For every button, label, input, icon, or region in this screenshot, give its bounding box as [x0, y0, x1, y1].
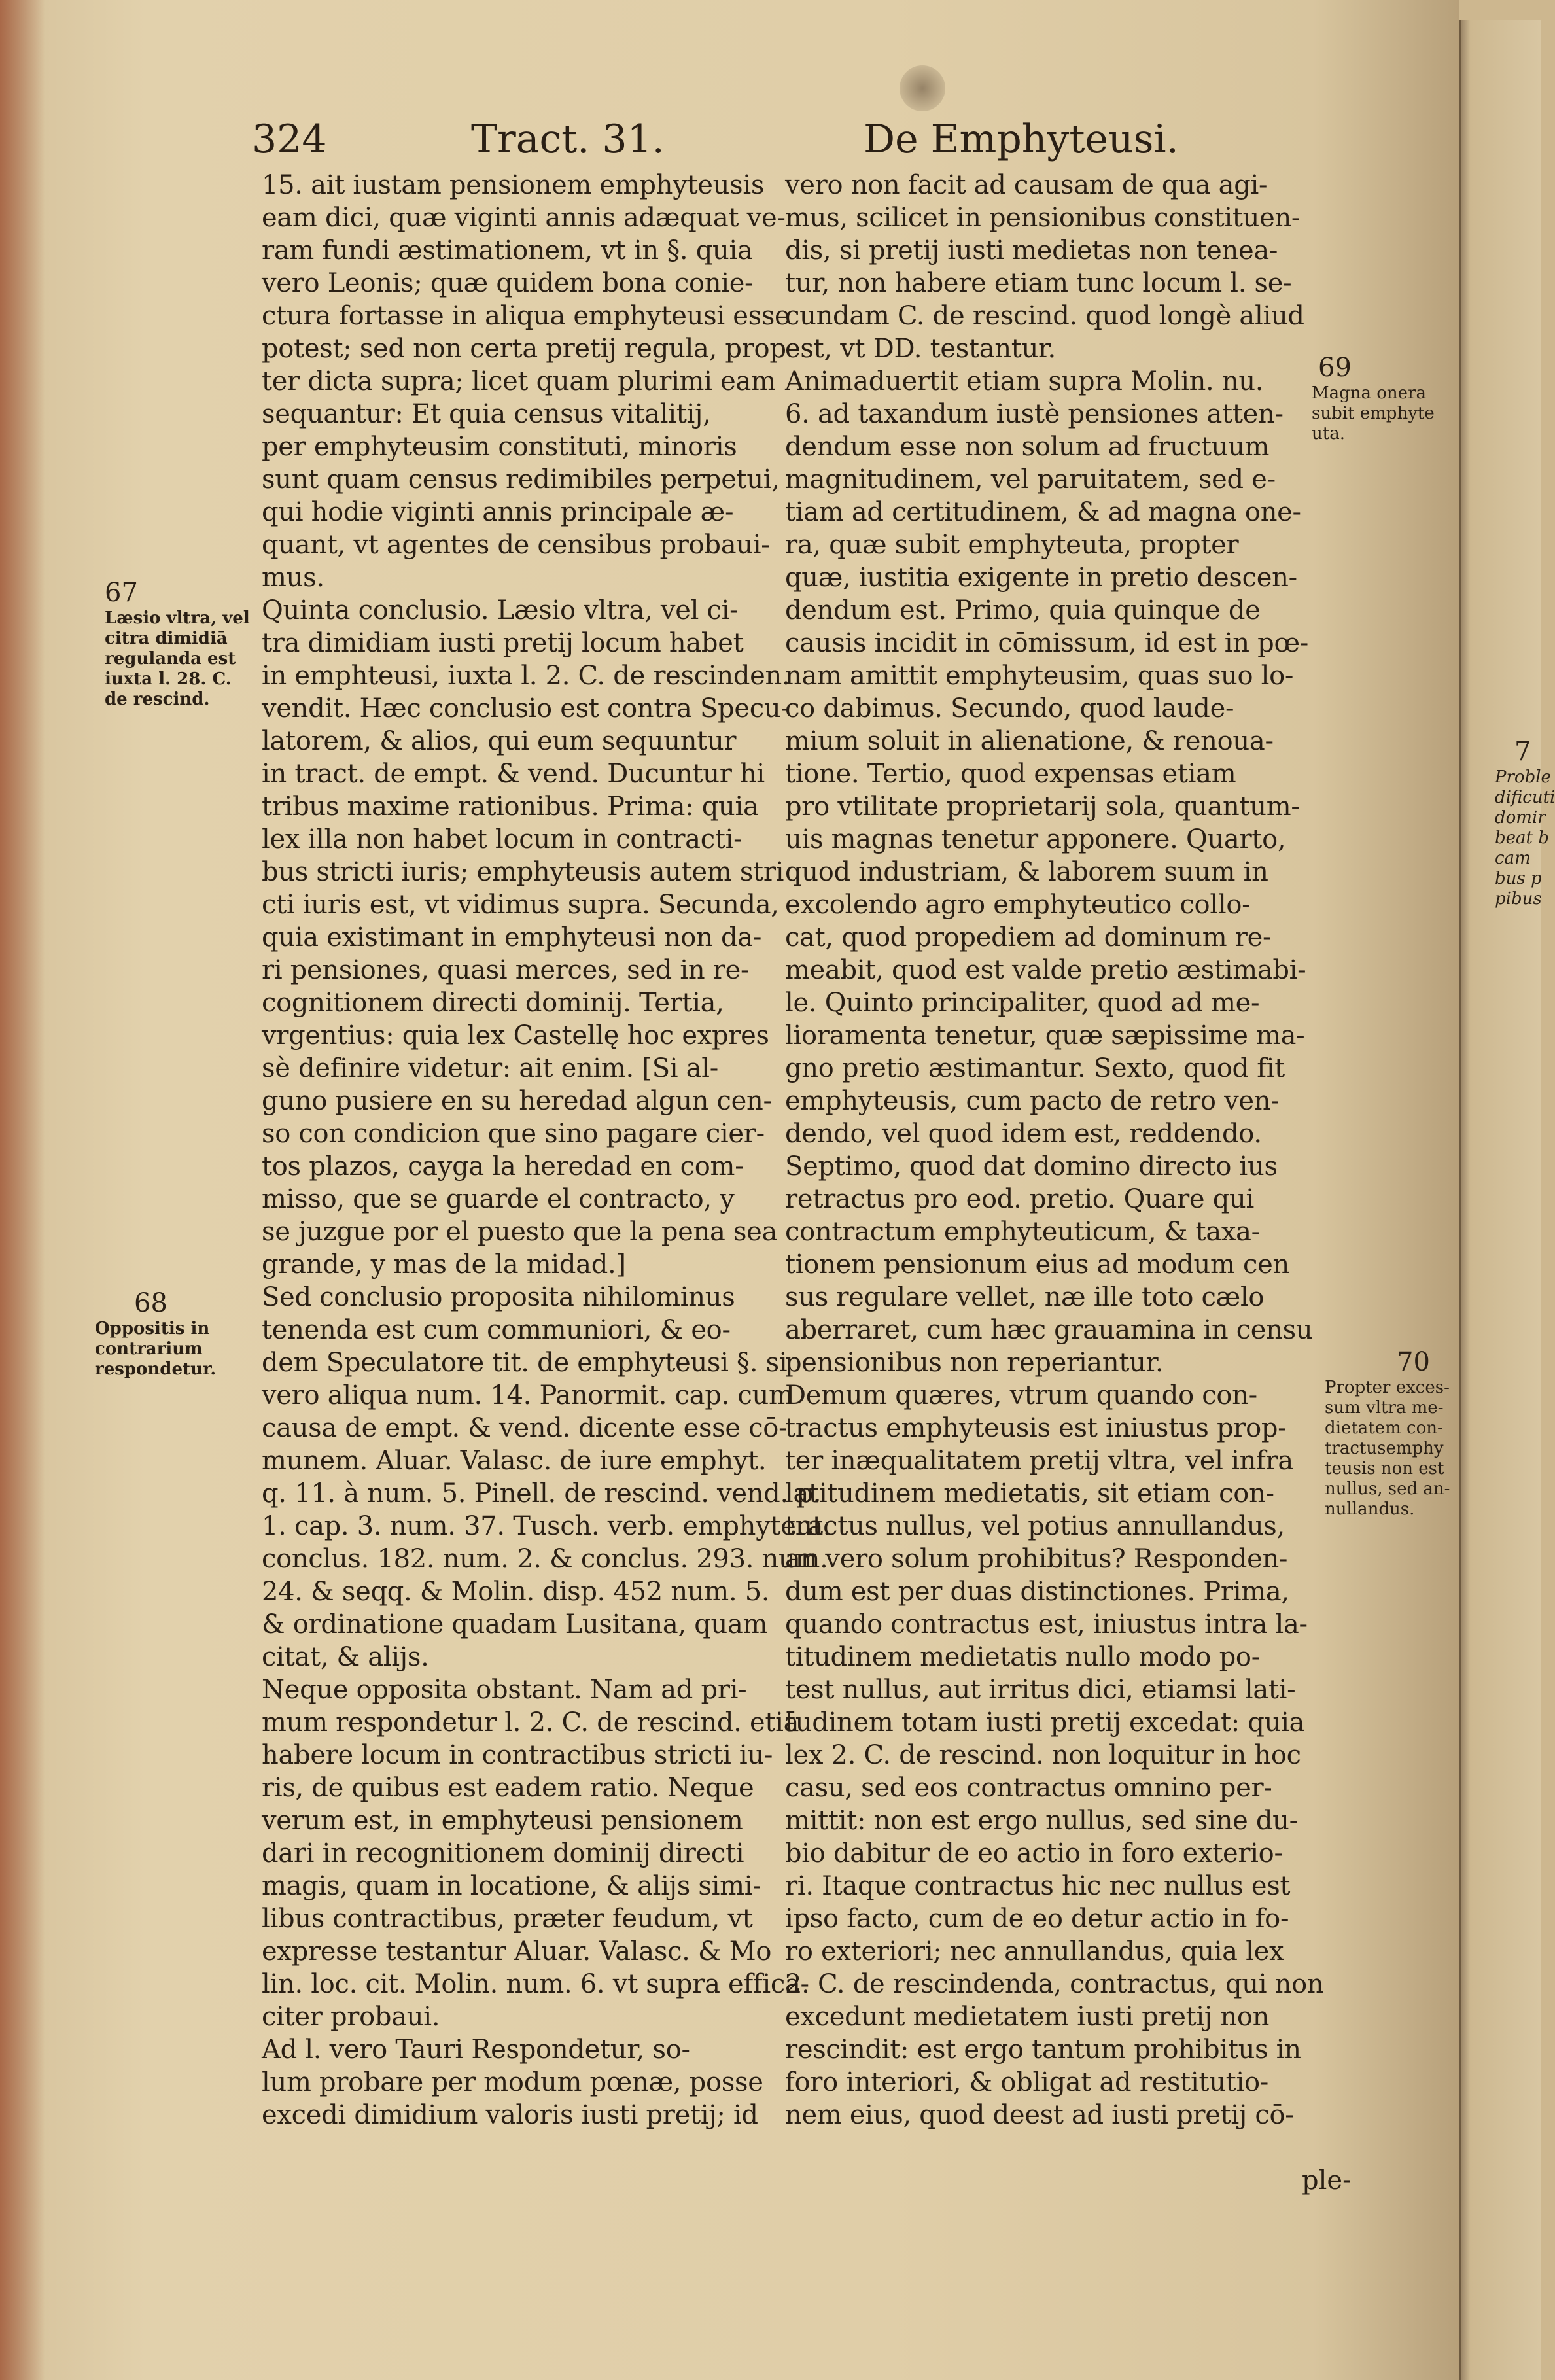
- text-line: mus, scilicet in pensionibus constituen-: [785, 203, 1301, 233]
- text-line: so con condicion que sino pagare cier-: [262, 1119, 765, 1149]
- text-line: magnitudinem, vel paruitatem, sed e-: [785, 464, 1276, 495]
- text-line: causis incidit in cōmissum, id est in pœ-: [785, 628, 1308, 658]
- text-line: excedi dimidium valoris iusti pretij; id: [262, 2100, 758, 2130]
- text-line: Sed conclusio proposita nihilominus: [262, 1282, 735, 1312]
- marginal-line: Læsio vltra, vel: [105, 608, 250, 628]
- marginal-line: citra dimidiā: [105, 629, 228, 648]
- marginal-line: cam: [1495, 849, 1531, 868]
- text-line: vero Leonis; quæ quidem bona conie-: [262, 268, 754, 298]
- text-line: emphyteusis, cum pacto de retro ven-: [785, 1086, 1280, 1116]
- text-line: dem Speculatore tit. de emphyteusi §. si: [262, 1348, 788, 1378]
- text-line: ri pensiones, quasi merces, sed in re-: [262, 955, 750, 985]
- text-line: tur, non habere etiam tunc locum l. se-: [785, 268, 1292, 298]
- text-line: Septimo, quod dat domino directo ius: [785, 1151, 1278, 1181]
- marginal-note-67: [105, 577, 250, 710]
- text-line: tos plazos, cayga la heredad en com-: [262, 1151, 744, 1181]
- text-line: titudinem medietatis nullo modo po-: [785, 1642, 1260, 1672]
- text-line: latorem, & alios, qui eum sequuntur: [262, 726, 737, 756]
- text-line: est, vt DD. testantur.: [785, 334, 1056, 364]
- text-line: ra, quæ subit emphyteuta, propter: [785, 530, 1239, 560]
- marginal-line: sum vltra me-: [1325, 1398, 1444, 1418]
- text-line: bio dabitur de eo actio in foro exterio-: [785, 1838, 1283, 1868]
- marginal-line: regulanda est: [105, 649, 236, 669]
- marginal-line: pibus: [1495, 889, 1542, 909]
- text-line: sus regulare vellet, næ ille toto cælo: [785, 1282, 1265, 1312]
- text-line: lex 2. C. de rescind. non loquitur in hoc: [785, 1740, 1301, 1770]
- text-line: co dabimus. Secundo, quod laude-: [785, 693, 1234, 724]
- text-line: ris, de quibus est eadem ratio. Neque: [262, 1773, 754, 1803]
- text-line: Neque opposita obstant. Nam ad pri-: [262, 1675, 747, 1705]
- marginal-note-number: 67: [105, 578, 138, 608]
- next-page-marginal-number: 7: [1514, 737, 1531, 767]
- text-line: aberraret, cum hæc grauamina in censu: [785, 1315, 1313, 1345]
- marginal-line: subit emphyte: [1312, 404, 1435, 423]
- text-line: tractus nullus, vel potius annullandus,: [785, 1511, 1285, 1541]
- text-line: tionem pensionum eius ad modum cen: [785, 1250, 1289, 1280]
- text-line: sequantur: Et quia census vitalitij,: [262, 399, 711, 429]
- text-line: excedunt medietatem iusti pretij non: [785, 2002, 1270, 2032]
- text-line: tione. Tertio, quod expensas etiam: [785, 759, 1236, 789]
- text-line: 15. ait iustam pensionem emphyteusis: [262, 170, 765, 200]
- text-line: mum respondetur l. 2. C. de rescind. etiā: [262, 1707, 799, 1738]
- marginal-note-68: [95, 1287, 217, 1380]
- text-line: vrgentius: quia lex Castellę hoc expres: [262, 1021, 769, 1051]
- marginal-line: nullus, sed an-: [1325, 1479, 1450, 1499]
- marginal-line: uta.: [1312, 424, 1345, 444]
- text-line: cognitionem directi dominij. Tertia,: [262, 988, 724, 1018]
- text-line: Demum quæres, vtrum quando con-: [785, 1380, 1257, 1410]
- text-line: meabit, quod est valde pretio æstimabi-: [785, 955, 1306, 985]
- text-line: potest; sed non certa pretij regula, prop: [262, 334, 786, 364]
- text-line: per emphyteusim constituti, minoris: [262, 432, 737, 462]
- text-line: cti iuris est, vt vidimus supra. Secunda,: [262, 890, 779, 920]
- text-line: ipso facto, cum de eo detur actio in fo-: [785, 1904, 1289, 1934]
- marginal-line: beat b: [1495, 828, 1549, 848]
- catchword: ple-: [1302, 2165, 1352, 2196]
- text-line: tudinem totam iusti pretij excedat: quia: [785, 1707, 1305, 1738]
- text-line: tractus emphyteusis est iniustus prop-: [785, 1413, 1287, 1443]
- marginal-note-lines: [1325, 1378, 1450, 1520]
- text-line: misso, que se guarde el contracto, y: [262, 1184, 735, 1214]
- text-line: magis, quam in locatione, & alijs simi-: [262, 1871, 761, 1901]
- text-line: Ad l. vero Tauri Respondetur, so-: [262, 2035, 690, 2065]
- text-line: quia existimant in emphyteusi non da-: [262, 922, 762, 953]
- text-line: munem. Aluar. Valasc. de iure emphyt.: [262, 1446, 767, 1476]
- text-line: test nullus, aut irritus dici, etiamsi lati-: [785, 1675, 1296, 1705]
- text-line: vero aliqua num. 14. Panormit. cap. cum: [262, 1380, 794, 1410]
- text-line: grande, y mas de la midad.]: [262, 1250, 626, 1280]
- text-line: & ordinatione quadam Lusitana, quam: [262, 1609, 768, 1639]
- text-line: Quinta conclusio. Læsio vltra, vel ci-: [262, 595, 739, 625]
- marginal-line: respondetur.: [95, 1359, 217, 1379]
- text-line: causa de empt. & vend. dicente esse cō-: [262, 1413, 788, 1443]
- text-line: qui hodie viginti annis principale æ-: [262, 497, 734, 527]
- marginal-note-69: [1312, 352, 1435, 444]
- running-head-left: Tract. 31.: [471, 116, 665, 162]
- text-line: ram fundi æstimationem, vt in §. quia: [262, 236, 753, 266]
- text-line: conclus. 182. num. 2. & conclus. 293. num.: [262, 1544, 828, 1574]
- text-line: libus contractibus, præter feudum, vt: [262, 1904, 753, 1934]
- text-line: dari in recognitionem dominij directi: [262, 1838, 744, 1868]
- text-line: an vero solum prohibitus? Responden-: [785, 1544, 1288, 1574]
- running-head-right: De Emphyteusi.: [864, 116, 1179, 162]
- text-line: guno pusiere en su heredad algun cen-: [262, 1086, 772, 1116]
- page-number: 324: [252, 116, 327, 162]
- marginal-note-lines: [1312, 383, 1435, 444]
- text-line: mittit: non est ergo nullus, sed sine du-: [785, 1806, 1298, 1836]
- text-line: retractus pro eod. pretio. Quare qui: [785, 1184, 1254, 1214]
- text-line: pensionibus non reperiantur.: [785, 1348, 1164, 1378]
- text-line: expresse testantur Aluar. Valasc. & Mo: [262, 1936, 772, 1967]
- text-line: ctura fortasse in aliqua emphyteusi esse: [262, 301, 790, 331]
- text-line: nam amittit emphyteusim, quas suo lo-: [785, 661, 1294, 691]
- text-line: vero non facit ad causam de qua agi-: [785, 170, 1268, 200]
- marginal-note-70: [1325, 1346, 1450, 1520]
- text-line: tra dimidiam iusti pretij locum habet: [262, 628, 744, 658]
- text-line: quant, vt agentes de censibus probaui-: [262, 530, 770, 560]
- text-line: 6. ad taxandum iustè pensiones atten-: [785, 399, 1284, 429]
- marginal-line: Propter exces-: [1325, 1378, 1450, 1397]
- text-line: lum probare per modum pœnæ, posse: [262, 2067, 763, 2097]
- text-line: se juzgue por el puesto que la pena sea: [262, 1217, 778, 1247]
- text-line: sè definire videtur: ait enim. [Si al-: [262, 1053, 718, 1083]
- marginal-line: iuxta l. 28. C.: [105, 669, 232, 689]
- text-line: q. 11. à num. 5. Pinell. de rescind. vend. p.: [262, 1479, 822, 1509]
- text-line: sunt quam census redimibiles perpetui,: [262, 464, 780, 495]
- text-line: ter dicta supra; licet quam plurimi eam: [262, 366, 776, 396]
- right-text-column: [785, 169, 1335, 2131]
- text-line: habere locum in contractibus stricti iu-: [262, 1740, 773, 1770]
- marginal-line: dificuti: [1495, 788, 1555, 807]
- next-page-marginal-lines: [1495, 767, 1555, 909]
- text-line: citat, & alijs.: [262, 1642, 429, 1672]
- text-line: cat, quod propediem ad dominum re-: [785, 922, 1272, 953]
- marginal-line: dietatem con-: [1325, 1418, 1443, 1438]
- marginal-note-number: 70: [1397, 1347, 1430, 1377]
- next-page-edge: [1459, 20, 1541, 2380]
- text-line: eam dici, quæ viginti annis adæquat ve-: [262, 203, 786, 233]
- text-line: tenenda est cum communiori, & eo-: [262, 1315, 731, 1345]
- text-line: Animaduertit etiam supra Molin. nu.: [785, 366, 1264, 396]
- text-line: dum est per duas distinctiones. Prima,: [785, 1577, 1289, 1607]
- marginal-line: contrarium: [95, 1339, 203, 1359]
- text-line: ter inæqualitatem pretij vltra, vel infra: [785, 1446, 1293, 1476]
- text-line: foro interiori, & obligat ad restitutio-: [785, 2067, 1268, 2097]
- text-line: casu, sed eos contractus omnino per-: [785, 1773, 1272, 1803]
- text-line: quod industriam, & laborem suum in: [785, 857, 1268, 887]
- text-line: latitudinem medietatis, sit etiam con-: [785, 1479, 1274, 1509]
- text-line: citer probaui.: [262, 2002, 440, 2032]
- marginal-line: Oppositis in: [95, 1319, 210, 1339]
- text-line: nem eius, quod deest ad iusti pretij cō-: [785, 2100, 1294, 2130]
- text-line: dendum esse non solum ad fructuum: [785, 432, 1270, 462]
- marginal-note-lines: [95, 1319, 216, 1380]
- text-line: contractum emphyteuticum, & taxa-: [785, 1217, 1260, 1247]
- text-line: gno pretio æstimantur. Sexto, quod fit: [785, 1053, 1285, 1083]
- text-line: ro exteriori; nec annullandus, quia lex: [785, 1936, 1284, 1967]
- text-line: vendit. Hæc conclusio est contra Specu-: [262, 693, 790, 724]
- marginal-line: teusis non est: [1325, 1459, 1444, 1479]
- text-line: le. Quinto principaliter, quod ad me-: [785, 988, 1260, 1018]
- marginal-note-lines: [105, 608, 250, 710]
- text-line: 2. C. de rescindenda, contractus, qui non: [785, 1969, 1324, 1999]
- text-line: uis magnas tenetur apponere. Quarto,: [785, 824, 1286, 854]
- text-line: pro vtilitate proprietarij sola, quantum-: [785, 792, 1300, 822]
- marginal-line: tractusemphy: [1325, 1439, 1444, 1458]
- text-line: tribus maxime rationibus. Prima: quia: [262, 792, 759, 822]
- text-line: dendum est. Primo, quia quinque de: [785, 595, 1261, 625]
- marginal-note-number: 68: [134, 1288, 167, 1318]
- text-line: mium soluit in alienatione, & renoua-: [785, 726, 1274, 756]
- text-line: quæ, iustitia exigente in pretio descen-: [785, 563, 1297, 593]
- text-line: lin. loc. cit. Molin. num. 6. vt supra effica-: [262, 1969, 809, 1999]
- marginal-note-number: 69: [1318, 353, 1352, 383]
- marginal-line: domir: [1495, 808, 1546, 828]
- text-line: lioramenta tenetur, quæ sæpissime ma-: [785, 1021, 1305, 1051]
- text-line: cundam C. de rescind. quod longè aliud: [785, 301, 1304, 331]
- text-line: in emphteusi, iuxta l. 2. C. de rescinden.: [262, 661, 790, 691]
- text-line: excolendo agro emphyteutico collo-: [785, 890, 1251, 920]
- marginal-line: bus p: [1495, 869, 1542, 888]
- text-line: quando contractus est, iniustus intra la-: [785, 1609, 1308, 1639]
- marginal-line: Proble: [1495, 767, 1551, 787]
- marginal-line: Magna onera: [1312, 383, 1426, 403]
- text-line: dis, si pretij iusti medietas non tenea-: [785, 236, 1278, 266]
- text-line: tiam ad certitudinem, & ad magna one-: [785, 497, 1301, 527]
- text-line: lex illa non habet locum in contracti-: [262, 824, 743, 854]
- text-line: bus stricti iuris; emphyteusis autem stri: [262, 857, 784, 887]
- text-line: 24. & seqq. & Molin. disp. 452 num. 5.: [262, 1577, 770, 1607]
- text-line: mus.: [262, 563, 324, 593]
- text-line: ri. Itaque contractus hic nec nullus est: [785, 1871, 1291, 1901]
- text-line: verum est, in emphyteusi pensionem: [262, 1806, 743, 1836]
- marginal-line: nullandus.: [1325, 1499, 1415, 1519]
- left-text-column: [262, 169, 831, 2131]
- marginal-line: de rescind.: [105, 690, 210, 709]
- text-line: rescindit: est ergo tantum prohibitus in: [785, 2035, 1301, 2065]
- text-line: in tract. de empt. & vend. Ducuntur hi: [262, 759, 765, 789]
- text-line: dendo, vel quod idem est, reddendo.: [785, 1119, 1262, 1149]
- text-line: 1. cap. 3. num. 37. Tusch. verb. emphyteut.: [262, 1511, 831, 1541]
- next-page-marginal-fragment: [1495, 736, 1555, 909]
- ink-stain: [900, 65, 945, 111]
